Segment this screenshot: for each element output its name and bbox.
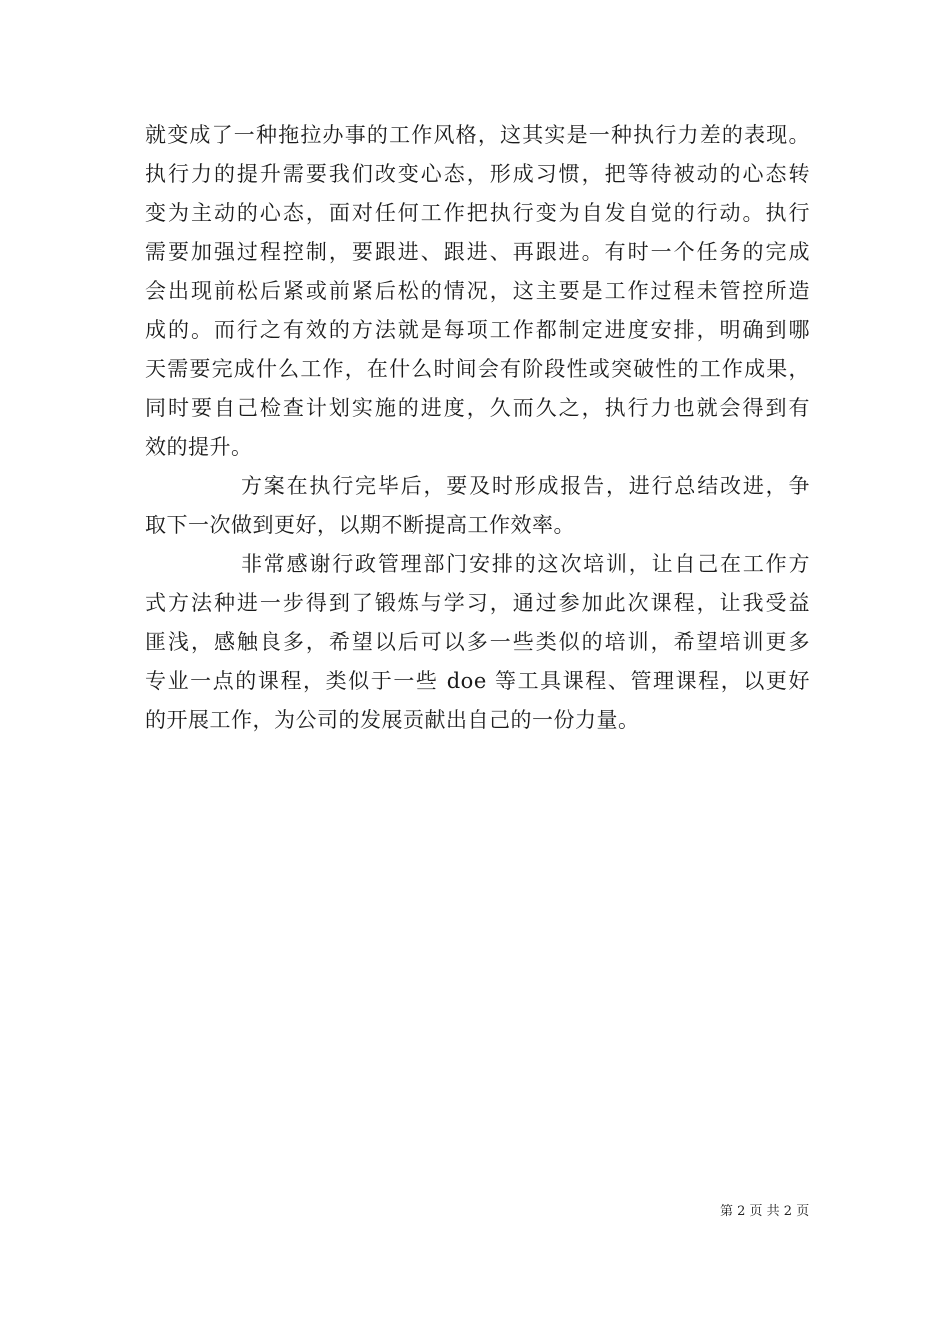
page-number-footer: 第 2 页 共 2 页 xyxy=(720,1204,810,1219)
paragraph-3 xyxy=(145,545,810,740)
text-line: 需要加强过程控制，要跟进、跟进、再跟进。有时一个任务的完成 xyxy=(145,240,810,264)
text-line: 变为主动的心态，面对任何工作把执行变为自发自觉的行动。执行 xyxy=(145,201,810,225)
text-line: 专业一点的课程，类似于一些 doe 等工具课程、管理课程，以更好 xyxy=(145,669,810,693)
paragraph-1 xyxy=(145,116,810,467)
text-line: 同时要自己检查计划实施的进度，久而久之，执行力也就会得到有 xyxy=(145,396,810,420)
text-line: 成的。而行之有效的方法就是每项工作都制定进度安排，明确到哪 xyxy=(145,318,810,342)
text-line: 式方法种进一步得到了锻炼与学习，通过参加此次课程，让我受益 xyxy=(145,591,810,615)
text-line: 方案在执行完毕后，要及时形成报告，进行总结改进，争 xyxy=(241,474,810,498)
document-body xyxy=(145,116,810,740)
text-line: 会出现前松后紧或前紧后松的情况，这主要是工作过程未管控所造 xyxy=(145,279,810,303)
text-line: 取下一次做到更好，以期不断提高工作效率。 xyxy=(145,513,575,537)
text-line: 天需要完成什么工作，在什么时间会有阶段性或突破性的工作成果， xyxy=(145,357,810,381)
text-line: 就变成了一种拖拉办事的工作风格，这其实是一种执行力差的表现。 xyxy=(145,123,810,147)
text-line: 非常感谢行政管理部门安排的这次培训，让自己在工作方 xyxy=(241,552,810,576)
text-line: 的开展工作，为公司的发展贡献出自己的一份力量。 xyxy=(145,708,640,732)
paragraph-2 xyxy=(145,467,810,545)
text-line: 执行力的提升需要我们改变心态，形成习惯，把等待被动的心态转 xyxy=(145,162,810,186)
text-line: 效的提升。 xyxy=(145,435,253,459)
text-line: 匪浅，感触良多，希望以后可以多一些类似的培训，希望培训更多 xyxy=(145,630,810,654)
